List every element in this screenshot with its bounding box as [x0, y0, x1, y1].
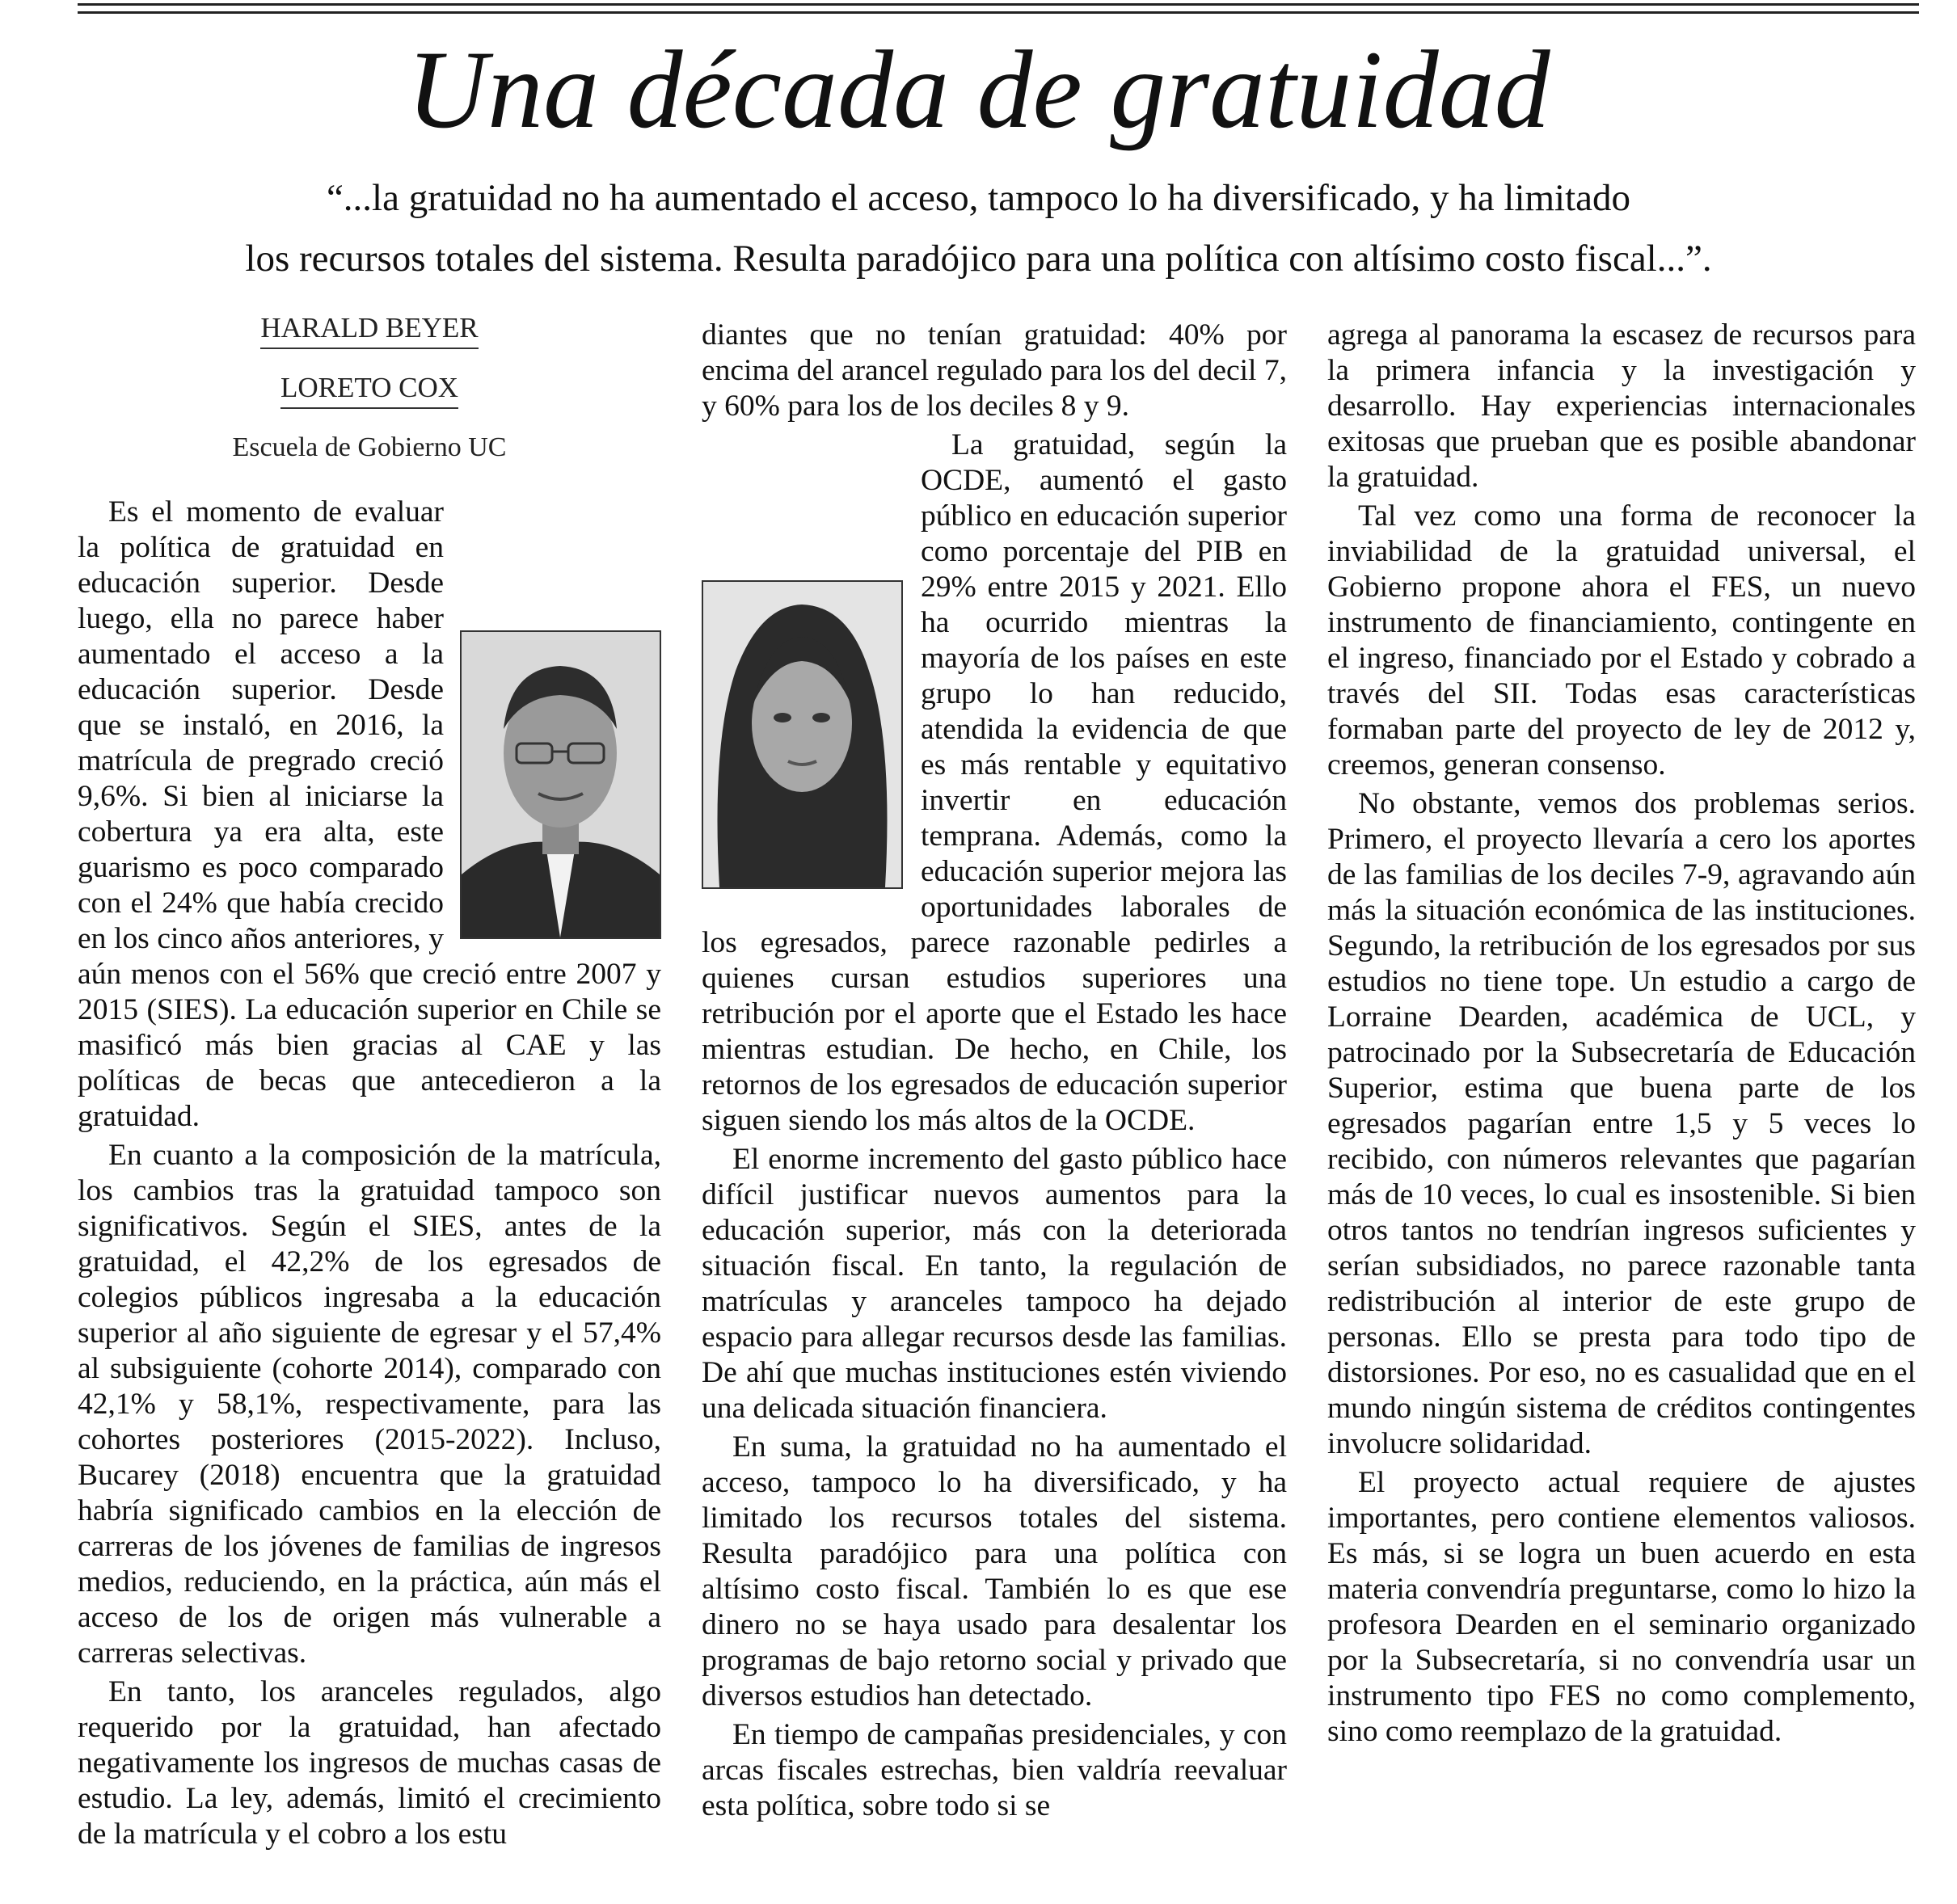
paragraph: agrega al panorama la escasez de recursos para la primera infancia y la investigación y desarrollo. Hay experiencias internacionales exitosas que prueban que es posible abandonar la gratuidad.: [1327, 318, 1916, 494]
top-rule: [78, 3, 1919, 6]
author-photo-harald-beyer: [460, 630, 661, 939]
author-institution: Escuela de Gobierno UC: [232, 432, 507, 462]
author-name: LORETO COX: [280, 372, 458, 409]
paragraph: La gratuidad, según la OCDE, aumentó el gasto público en educación superior como porcentaje del PIB en 29% entre 2015 y 2021. Ello ha ocurrido mientras la mayoría de los países en este grupo lo han reducido, atendida la evidencia de que es más rentable y equitativo invertir en educación temprana. Además, como la educación superior mejora las oportunidades laborales de los egresados, parece razonable pedirles a quienes cursan estudios superiores una retribución por el aporte que el Estado les hace mientras estudian. De hecho, en Chile, los retornos de los egresados de educación superior siguen siendo los más altos de la OCDE.: [702, 428, 1287, 1137]
paragraph: Es el momento de evaluar la política de gratuidad en educación superior. Desde luego, ella no parece haber aumentado el acceso a la educación superior. Desde que se instaló, en 2016, la matrícula de pregrado creció 9,6%. Si bien al iniciarse la cobertura ya era alta, este guarismo es poco comparado con el 24% que había crecido en los cinco años anteriores, y aún menos con el 56% que creció entre 2007 y 2015 (SIES). La educación superior en Chile se masificó más bien gracias al CAE y las políticas de becas que antecedieron a la gratuidad.: [78, 495, 661, 1133]
article-column-1: [78, 495, 661, 1856]
byline: [78, 312, 661, 464]
pull-quote-line: los recursos totales del sistema. Resulta paradójico para una política con altísimo costo fiscal...”.: [245, 238, 1712, 280]
article-column-2: [702, 318, 1287, 1827]
paragraph: En tiempo de campañas presidenciales, y con arcas fiscales estrechas, bien valdría reevaluar esta política, sobre todo si se: [702, 1718, 1287, 1822]
paragraph: El proyecto actual requiere de ajustes importantes, pero contiene elementos valiosos. Es más, si se logra un buen acuerdo en esta materia convendría preguntarse, como lo hizo la profesora Dearden en el seminario organizado por la Subsecretaría, si no convendría usar un instrumento tipo FES no como complemento, sino como reemplazo de la gratuidad.: [1327, 1466, 1916, 1748]
paragraph: En cuanto a la composición de la matrícula, los cambios tras la gratuidad tampoco son significativos. Según el SIES, antes de la gratuidad, el 42,2% de los egresados de colegios públicos ingresaba a la educación superior al año siguiente de egresar y el 57,4% al subsiguiente (cohorte 2014), comparado con 42,1% y 58,1%, respectivamente, para las cohortes posteriores (2015-2022). Incluso, Bucarey (2018) encuentra que la gratuidad habría significado cambios en la elección de carreras de los jóvenes de familias de ingresos medios, reduciendo, en la práctica, aún más el acceso de los de origen más vulnerable a carreras selectivas.: [78, 1139, 661, 1670]
headline: Una década de gratuidad: [407, 27, 1550, 151]
author-name: HARALD BEYER: [260, 312, 478, 349]
paragraph: Tal vez como una forma de reconocer la inviabilidad de la gratuidad universal, el Gobierno propone ahora el FES, un nuevo instrumento de financiamiento, contingente en el ingreso, financiado por el Estado y cobrado a través del SII. Todas esas características formaban parte del proyecto de ley de 2012 y, creemos, generan consenso.: [1327, 499, 1916, 781]
paragraph: diantes que no tenían gratuidad: 40% por encima del arancel regulado para los del decil 7, y 60% para los de los deciles 8 y 9.: [702, 318, 1287, 423]
author-photo-loreto-cox: [702, 580, 903, 889]
top-rule-double: [78, 11, 1919, 14]
paragraph: No obstante, vemos dos problemas serios. Primero, el proyecto llevaría a cero los aportes de las familias de los deciles 7-9, agravando aún más la situación económica de las instituciones. Segundo, la retribución de los egresados por sus estudios no tiene tope. Un estudio a cargo de Lorraine Dearden, académica de UCL, y patrocinado por la Subsecretaría de Educación Superior, estima que buena parte de los egresados pagarían entre 1,5 y 5 veces lo recibido, con números relevantes que pagarían más de 10 veces, lo cual es insostenible. Si bien otros tantos no tendrían ingresos suficientes y serían subsidiados, no parece razonable tanta redistribución al interior de este grupo de personas. Ello se presta para todo tipo de distorsiones. Por eso, no es casualidad que en el mundo ningún sistema de créditos contingentes involucre solidaridad.: [1327, 787, 1916, 1460]
paragraph: El enorme incremento del gasto público hace difícil justificar nuevos aumentos para la educación superior, más con la deteriorada situación fiscal. En tanto, la regulación de matrículas y aranceles tampoco ha dejado espacio para allegar recursos desde las familias. De ahí que muchas instituciones estén viviendo una delicada situación financiera.: [702, 1143, 1287, 1425]
pull-quote-line: “...la gratuidad no ha aumentado el acceso, tampoco lo ha diversificado, y ha limitado: [326, 177, 1631, 219]
paragraph: En suma, la gratuidad no ha aumentado el acceso, tampoco lo ha diversificado, y ha limitado los recursos totales del sistema. Resulta paradójico para una política con altísimo costo fiscal. También lo es que ese dinero no se haya usado para desalentar los programas de bajo retorno social y privado que diversos estudios han detectado.: [702, 1430, 1287, 1712]
pull-quote: [105, 168, 1852, 289]
article-column-3: [1327, 318, 1916, 1753]
header-rules: [78, 3, 1919, 19]
paragraph: En tanto, los aranceles regulados, algo requerido por la gratuidad, han afectado negativamente los ingresos de muchas casas de estudio. La ley, además, limitó el crecimiento de la matrícula y el cobro a los estu: [78, 1675, 661, 1851]
